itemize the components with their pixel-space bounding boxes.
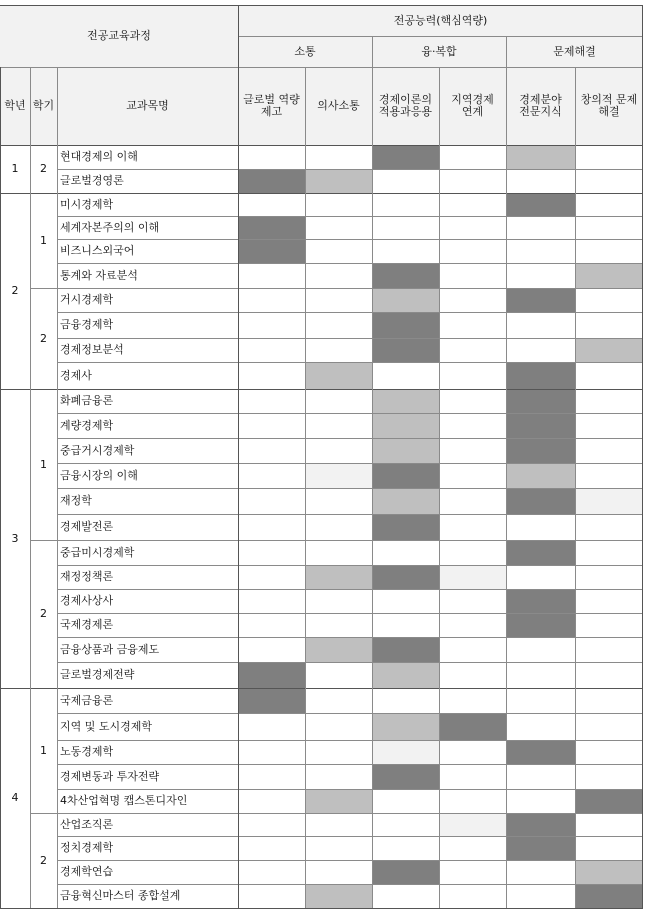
competency-level-cell — [506, 239, 575, 263]
grid-line — [30, 288, 57, 289]
competency-level-cell — [506, 688, 575, 713]
grid-line — [57, 637, 643, 638]
grid-line — [0, 389, 643, 390]
competency-level-cell — [238, 288, 305, 312]
competency-level-cell — [372, 789, 439, 813]
course-name: 비즈니스외국어 — [60, 244, 135, 258]
competency-level-cell — [238, 263, 305, 288]
grid-line — [506, 36, 507, 908]
competency-level-cell — [439, 312, 506, 338]
header-expertise: 경제분야 전문지식 — [506, 67, 575, 145]
competency-level-cell — [305, 688, 372, 713]
competency-level-cell — [439, 860, 506, 884]
competency-level-cell — [575, 389, 643, 413]
course-name: 미시경제학 — [60, 197, 114, 211]
grid-line — [0, 908, 643, 909]
grid-line — [0, 67, 1, 908]
competency-level-cell — [575, 216, 643, 239]
competency-level-cell — [305, 613, 372, 637]
grid-line — [0, 193, 643, 194]
grid-line — [57, 338, 643, 339]
competency-level-cell — [372, 662, 439, 688]
competency-level-cell — [575, 413, 643, 438]
competency-level-cell — [506, 662, 575, 688]
competency-level-cell — [305, 216, 372, 239]
competency-level-cell — [305, 662, 372, 688]
competency-level-cell — [238, 193, 305, 216]
header-course-name: 교과목명 — [57, 67, 238, 145]
competency-level-cell — [305, 488, 372, 514]
competency-level-cell — [238, 884, 305, 908]
competency-level-cell — [372, 463, 439, 488]
header-global-competency: 글로벌 역량 제고 — [238, 67, 305, 145]
competency-level-cell — [305, 288, 372, 312]
competency-level-cell — [238, 764, 305, 789]
competency-level-cell — [575, 193, 643, 216]
grid-line — [575, 67, 576, 908]
course-name: 정치경제학 — [60, 841, 114, 855]
competency-level-cell — [372, 813, 439, 836]
competency-level-cell — [305, 145, 372, 169]
competency-level-cell — [506, 193, 575, 216]
competency-level-cell — [439, 488, 506, 514]
competency-level-cell — [372, 288, 439, 312]
grid-line — [57, 67, 58, 908]
header-theory-application: 경제이론의 적용과응용 — [372, 67, 439, 145]
competency-level-cell — [575, 789, 643, 813]
grid-line — [0, 688, 643, 689]
grid-line — [0, 67, 238, 68]
competency-level-cell — [238, 389, 305, 413]
competency-level-cell — [238, 688, 305, 713]
course-name: 국제경제론 — [60, 618, 114, 632]
course-name: 경제사 — [60, 368, 92, 382]
year-label: 3 — [11, 531, 19, 545]
competency-level-cell — [575, 613, 643, 637]
grid-line — [57, 713, 643, 714]
competency-level-cell — [372, 338, 439, 362]
competency-level-cell — [238, 540, 305, 565]
grid-line — [57, 438, 643, 439]
competency-level-cell — [439, 662, 506, 688]
competency-level-cell — [238, 463, 305, 488]
course-name: 금융시장의 이해 — [60, 468, 138, 482]
competency-level-cell — [238, 813, 305, 836]
competency-level-cell — [372, 263, 439, 288]
competency-level-cell — [372, 884, 439, 908]
competency-level-cell — [238, 789, 305, 813]
competency-level-cell — [305, 789, 372, 813]
course-name: 경제정보분석 — [60, 343, 124, 357]
competency-level-cell — [575, 565, 643, 589]
competency-level-cell — [506, 740, 575, 764]
competency-level-cell — [439, 688, 506, 713]
header-curriculum: 전공교육과정 — [0, 5, 238, 67]
competency-level-cell — [506, 288, 575, 312]
competency-level-cell — [238, 362, 305, 389]
competency-level-cell — [575, 740, 643, 764]
competency-level-cell — [305, 860, 372, 884]
course-name: 국제금융론 — [60, 693, 114, 707]
competency-level-cell — [506, 216, 575, 239]
competency-level-cell — [238, 713, 305, 740]
course-name: 금융경제학 — [60, 318, 114, 332]
semester-label: 2 — [40, 331, 47, 345]
competency-level-cell — [238, 613, 305, 637]
competency-level-cell — [238, 169, 305, 193]
grid-line — [0, 5, 643, 6]
course-name: 경제변동과 투자전략 — [60, 769, 160, 783]
competency-level-cell — [506, 613, 575, 637]
competency-level-cell — [372, 637, 439, 662]
competency-level-cell — [238, 514, 305, 540]
competency-level-cell — [439, 713, 506, 740]
competency-level-cell — [575, 463, 643, 488]
competency-level-cell — [305, 312, 372, 338]
competency-level-cell — [575, 589, 643, 613]
competency-level-cell — [506, 145, 575, 169]
competency-level-cell — [305, 362, 372, 389]
competency-level-cell — [506, 884, 575, 908]
grid-line — [30, 813, 57, 814]
competency-level-cell — [575, 169, 643, 193]
year-label: 1 — [11, 162, 19, 176]
course-name: 현대경제의 이해 — [60, 150, 138, 164]
semester-label: 2 — [40, 162, 47, 176]
competency-level-cell — [506, 438, 575, 463]
competency-level-cell — [439, 884, 506, 908]
competency-level-cell — [372, 389, 439, 413]
grid-line — [57, 488, 643, 489]
competency-level-cell — [575, 764, 643, 789]
course-name: 경제사상사 — [60, 594, 114, 608]
competency-level-cell — [305, 637, 372, 662]
course-name: 4차산업혁명 캡스톤디자인 — [60, 794, 188, 808]
course-name: 글로벌경제전략 — [60, 668, 135, 682]
competency-level-cell — [372, 836, 439, 860]
competency-level-cell — [439, 438, 506, 463]
competency-level-cell — [372, 860, 439, 884]
course-name: 재정정책론 — [60, 570, 114, 584]
competency-level-cell — [506, 813, 575, 836]
competency-level-cell — [372, 413, 439, 438]
header-creative-problem-solving: 창의적 문제 해결 — [575, 67, 643, 145]
competency-level-cell — [575, 239, 643, 263]
header-group-problem-solving: 문제해결 — [506, 36, 643, 67]
course-name: 통계와 자료분석 — [60, 268, 138, 282]
grid-line — [372, 36, 373, 908]
course-name: 경제학연습 — [60, 865, 114, 879]
competency-level-cell — [439, 565, 506, 589]
course-name: 거시경제학 — [60, 293, 114, 307]
competency-level-cell — [238, 488, 305, 514]
competency-level-cell — [372, 362, 439, 389]
year-label: 4 — [11, 791, 19, 805]
grid-line — [57, 263, 643, 264]
grid-line — [57, 565, 643, 566]
competency-level-cell — [305, 540, 372, 565]
course-name: 중급거시경제학 — [60, 443, 135, 457]
competency-level-cell — [372, 514, 439, 540]
competency-level-cell — [506, 764, 575, 789]
competency-level-cell — [372, 565, 439, 589]
header-competency: 전공능력(핵심역량) — [238, 5, 643, 36]
competency-level-cell — [506, 589, 575, 613]
competency-level-cell — [506, 514, 575, 540]
grid-line — [57, 514, 643, 515]
competency-level-cell — [439, 789, 506, 813]
competency-level-cell — [506, 338, 575, 362]
competency-level-cell — [506, 789, 575, 813]
competency-level-cell — [575, 688, 643, 713]
header-semester: 학기 — [30, 67, 57, 145]
competency-level-cell — [372, 488, 439, 514]
competency-level-cell — [305, 740, 372, 764]
competency-level-cell — [575, 836, 643, 860]
grid-line — [57, 884, 643, 885]
competency-level-cell — [506, 713, 575, 740]
competency-level-cell — [439, 637, 506, 662]
grid-line — [57, 836, 643, 837]
competency-level-cell — [575, 884, 643, 908]
competency-level-cell — [238, 239, 305, 263]
grid-line — [238, 5, 239, 908]
competency-level-cell — [439, 813, 506, 836]
year-label: 2 — [11, 284, 19, 298]
grid-line — [57, 463, 643, 464]
grid-line — [305, 67, 306, 908]
semester-label: 2 — [40, 607, 47, 621]
competency-level-cell — [372, 169, 439, 193]
competency-level-cell — [305, 193, 372, 216]
competency-level-cell — [372, 312, 439, 338]
grid-line — [57, 216, 643, 217]
competency-level-cell — [575, 540, 643, 565]
grid-line — [57, 540, 643, 541]
competency-level-cell — [305, 764, 372, 789]
competency-level-cell — [238, 413, 305, 438]
competency-level-cell — [439, 389, 506, 413]
competency-level-cell — [575, 713, 643, 740]
course-name: 세계자본주의의 이해 — [60, 220, 160, 234]
competency-level-cell — [305, 338, 372, 362]
competency-level-cell — [372, 740, 439, 764]
grid-line — [57, 860, 643, 861]
competency-level-cell — [506, 565, 575, 589]
competency-level-cell — [439, 239, 506, 263]
competency-level-cell — [506, 540, 575, 565]
competency-level-cell — [506, 413, 575, 438]
grid-line — [57, 239, 643, 240]
competency-level-cell — [439, 589, 506, 613]
competency-level-cell — [439, 413, 506, 438]
competency-level-cell — [506, 312, 575, 338]
course-name: 중급미시경제학 — [60, 545, 135, 559]
grid-line — [30, 67, 31, 908]
competency-level-cell — [238, 589, 305, 613]
semester-label: 1 — [40, 233, 47, 247]
grid-line — [57, 589, 643, 590]
competency-level-cell — [305, 514, 372, 540]
header-group-convergence: 융·복합 — [372, 36, 506, 67]
course-name: 화폐금융론 — [60, 394, 114, 408]
course-name: 계량경제학 — [60, 418, 114, 432]
competency-level-cell — [575, 312, 643, 338]
competency-level-cell — [305, 438, 372, 463]
competency-level-cell — [506, 389, 575, 413]
competency-level-cell — [506, 169, 575, 193]
competency-level-cell — [439, 288, 506, 312]
competency-level-cell — [305, 389, 372, 413]
course-name: 산업조직론 — [60, 817, 114, 831]
grid-line — [30, 540, 57, 541]
competency-level-cell — [238, 565, 305, 589]
competency-level-cell — [439, 145, 506, 169]
grid-line — [642, 5, 643, 908]
competency-level-cell — [506, 463, 575, 488]
competency-level-cell — [238, 312, 305, 338]
competency-level-cell — [575, 362, 643, 389]
competency-level-cell — [439, 740, 506, 764]
grid-line — [57, 740, 643, 741]
course-name: 금융상품과 금융제도 — [60, 642, 160, 656]
grid-line — [57, 764, 643, 765]
competency-level-cell — [575, 338, 643, 362]
course-name: 지역 및 도시경제학 — [60, 719, 153, 733]
competency-level-cell — [439, 764, 506, 789]
grid-line — [57, 662, 643, 663]
competency-level-cell — [372, 145, 439, 169]
competency-level-cell — [305, 813, 372, 836]
competency-level-cell — [575, 438, 643, 463]
competency-level-cell — [575, 263, 643, 288]
grid-line — [0, 145, 643, 146]
competency-level-cell — [305, 713, 372, 740]
competency-level-cell — [305, 463, 372, 488]
competency-level-cell — [305, 589, 372, 613]
competency-level-cell — [238, 216, 305, 239]
competency-level-cell — [305, 239, 372, 263]
grid-line — [57, 813, 643, 814]
course-name: 글로벌경영론 — [60, 174, 124, 188]
competency-level-cell — [305, 884, 372, 908]
competency-level-cell — [575, 637, 643, 662]
competency-level-cell — [305, 565, 372, 589]
header-communication: 의사소통 — [305, 67, 372, 145]
competency-level-cell — [305, 263, 372, 288]
competency-level-cell — [439, 193, 506, 216]
competency-level-cell — [238, 145, 305, 169]
course-name: 노동경제학 — [60, 745, 114, 759]
competency-level-cell — [372, 216, 439, 239]
semester-label: 1 — [40, 457, 47, 471]
competency-level-cell — [506, 637, 575, 662]
competency-level-cell — [372, 540, 439, 565]
competency-level-cell — [439, 362, 506, 389]
grid-line — [57, 288, 643, 289]
competency-level-cell — [372, 613, 439, 637]
competency-level-cell — [575, 514, 643, 540]
competency-level-cell — [238, 662, 305, 688]
competency-level-cell — [439, 836, 506, 860]
competency-level-cell — [439, 216, 506, 239]
competency-level-cell — [506, 362, 575, 389]
competency-level-cell — [439, 540, 506, 565]
competency-level-cell — [506, 836, 575, 860]
competency-level-cell — [372, 589, 439, 613]
header-regional-linkage: 지역경제 연계 — [439, 67, 506, 145]
competency-level-cell — [575, 813, 643, 836]
grid-line — [57, 613, 643, 614]
grid-line — [57, 169, 643, 170]
competency-level-cell — [575, 662, 643, 688]
competency-level-cell — [575, 145, 643, 169]
competency-level-cell — [575, 860, 643, 884]
grid-line — [57, 312, 643, 313]
competency-level-cell — [372, 438, 439, 463]
competency-level-cell — [238, 338, 305, 362]
competency-level-cell — [305, 169, 372, 193]
competency-level-cell — [439, 514, 506, 540]
competency-level-cell — [238, 438, 305, 463]
semester-label: 2 — [40, 853, 47, 867]
grid-line — [57, 362, 643, 363]
competency-level-cell — [372, 688, 439, 713]
competency-level-cell — [372, 764, 439, 789]
competency-level-cell — [575, 288, 643, 312]
competency-level-cell — [439, 263, 506, 288]
competency-level-cell — [305, 413, 372, 438]
grid-line — [57, 413, 643, 414]
competency-level-cell — [506, 488, 575, 514]
competency-level-cell — [439, 338, 506, 362]
course-name: 금융혁신마스터 종합설계 — [60, 889, 181, 903]
header-year: 학년 — [0, 67, 30, 145]
grid-line — [238, 36, 643, 37]
grid-line — [57, 789, 643, 790]
competency-level-cell — [238, 860, 305, 884]
course-name: 경제발전론 — [60, 520, 114, 534]
competency-level-cell — [506, 263, 575, 288]
competency-level-cell — [506, 860, 575, 884]
competency-level-cell — [439, 613, 506, 637]
grid-line — [238, 67, 643, 68]
competency-level-cell — [372, 239, 439, 263]
competency-level-cell — [575, 488, 643, 514]
competency-level-cell — [439, 463, 506, 488]
grid-line — [439, 67, 440, 908]
header-group-communication: 소통 — [238, 36, 372, 67]
competency-level-cell — [372, 193, 439, 216]
competency-level-cell — [238, 836, 305, 860]
competency-level-cell — [439, 169, 506, 193]
competency-level-cell — [372, 713, 439, 740]
competency-level-cell — [238, 637, 305, 662]
semester-label: 1 — [40, 743, 47, 757]
competency-level-cell — [238, 740, 305, 764]
competency-level-cell — [305, 836, 372, 860]
course-name: 재정학 — [60, 494, 92, 508]
